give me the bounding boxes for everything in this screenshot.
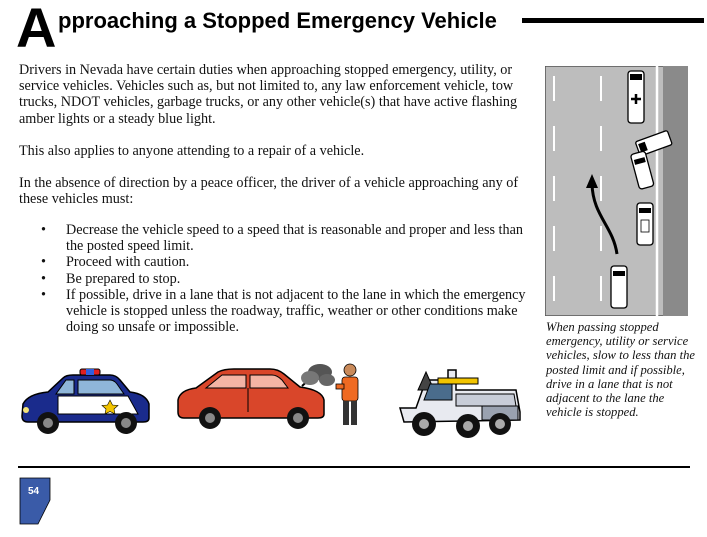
- page-title: [14, 0, 694, 59]
- list-item: • Be prepared to stop.: [19, 271, 534, 287]
- footer-rule: [18, 466, 690, 468]
- diagram-caption: When passing stopped emergency, utility or service vehicles, slow to less than the posted limit and if possible, drive in a lane that is not adjacent to the lane the vehicle is stopped.: [546, 320, 696, 420]
- list-item: • If possible, drive in a lane that is not adjacent to the lane in which the emergency vehicle is stopped unless the roadway, traffic, weather or other conditions make doing so unsafe or impossible.: [19, 287, 534, 336]
- repair-paragraph: This also applies to anyone attending to a repair of a vehicle.: [19, 143, 365, 159]
- list-item: • Proceed with caution.: [19, 254, 534, 270]
- nevada-page-badge-icon: [18, 476, 52, 526]
- page-number: 54: [28, 486, 40, 497]
- police-car-diagram-icon: [637, 203, 653, 245]
- duties-paragraph: In the absence of direction by a peace officer, the driver of a vehicle approaching any of these vehicles must:: [19, 175, 519, 208]
- tow-truck-icon: [396, 360, 524, 446]
- title-text: pproaching a Stopped Emergency Vehicle: [58, 8, 497, 33]
- police-car-icon: [18, 366, 153, 441]
- intro-paragraph: Drivers in Nevada have certain duties when approaching stopped emergency, utility, or service vehicles. Vehicles such as, but not limited to, any law enforcement vehicle, tow trucks, NDOT vehicles, garbage trucks, or any other vehicle(s) that have active flashing amber lights or a steady blue light.: [19, 62, 518, 127]
- ambulance-icon: [628, 71, 644, 123]
- road-diagram: [545, 66, 688, 316]
- list-item: • Decrease the vehicle speed to a speed that is reasonable and proper and less than the posted speed limit.: [19, 222, 534, 254]
- duties-list: [19, 222, 534, 335]
- title-drop-cap: A: [16, 0, 57, 59]
- passing-car-icon: [611, 266, 627, 308]
- broken-down-car-icon: [172, 360, 368, 435]
- title-rule: [522, 18, 704, 23]
